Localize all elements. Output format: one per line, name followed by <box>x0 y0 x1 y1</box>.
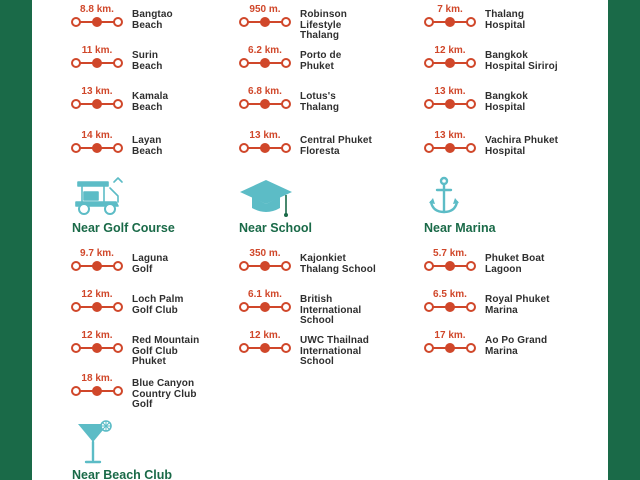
distance-label: 9.7 km. <box>80 248 114 259</box>
distance-ruler-icon <box>72 17 122 27</box>
distance-ruler-icon <box>240 302 290 312</box>
distance-ruler-icon <box>72 58 122 68</box>
distance-ruler-icon <box>240 343 290 353</box>
distance-ruler-icon <box>72 261 122 271</box>
list-item <box>425 130 595 170</box>
place-name: Kamala Beach <box>132 91 169 113</box>
school-heading: Near School <box>239 221 312 235</box>
marina-heading: Near Marina <box>424 221 496 235</box>
place-name: Laguna Golf <box>132 253 169 275</box>
distance-ruler-icon <box>425 302 475 312</box>
distance-ruler-icon <box>240 99 290 109</box>
list-item <box>425 86 595 126</box>
place-name: Red Mountain Golf Club Phuket <box>132 335 200 367</box>
place-name: Bangkok Hospital Siriroj <box>485 50 558 72</box>
anchor-icon <box>428 176 460 221</box>
list-item <box>425 4 595 44</box>
place-name: Loch Palm Golf Club <box>132 294 184 316</box>
list-item <box>72 330 242 370</box>
place-name: Layan Beach <box>132 135 163 157</box>
distance-label: 7 km. <box>437 4 463 15</box>
golf-cart-icon <box>72 176 128 221</box>
distance-label: 12 km. <box>81 289 113 300</box>
distance-ruler-icon <box>425 343 475 353</box>
list-item <box>72 45 242 85</box>
list-item <box>72 248 242 288</box>
distance-ruler-icon <box>425 261 475 271</box>
distance-label: 6.5 km. <box>433 289 467 300</box>
distance-ruler-icon <box>72 343 122 353</box>
distance-ruler-icon <box>425 58 475 68</box>
nearby-places-card <box>32 0 608 480</box>
distance-ruler-icon <box>72 99 122 109</box>
distance-label: 6.2 km. <box>248 45 282 56</box>
distance-label: 11 km. <box>81 45 113 56</box>
list-item <box>425 289 595 329</box>
golf-heading: Near Golf Course <box>72 221 175 235</box>
distance-ruler-icon <box>72 386 122 396</box>
list-item <box>240 289 410 329</box>
place-name: Porto de Phuket <box>300 50 342 72</box>
distance-label: 6.1 km. <box>248 289 282 300</box>
distance-ruler-icon <box>240 58 290 68</box>
distance-label: 14 km. <box>81 130 113 141</box>
list-item <box>72 373 242 413</box>
distance-label: 6.8 km. <box>248 86 282 97</box>
distance-label: 950 m. <box>249 4 281 15</box>
place-name: Surin Beach <box>132 50 163 72</box>
list-item <box>72 130 242 170</box>
place-name: Blue Canyon Country Club Golf <box>132 378 197 410</box>
list-item <box>72 4 242 44</box>
place-name: UWC Thailnad International School <box>300 335 369 367</box>
distance-label: 8.8 km. <box>80 4 114 15</box>
place-name: Ao Po Grand Marina <box>485 335 548 357</box>
place-name: Kajonkiet Thalang School <box>300 253 376 275</box>
distance-ruler-icon <box>72 143 122 153</box>
beach-club-heading: Near Beach Club <box>72 468 173 480</box>
distance-label: 13 km. <box>81 86 113 97</box>
distance-ruler-icon <box>240 261 290 271</box>
place-name: British International School <box>300 294 362 326</box>
place-name: Robinson Lifestyle Thalang <box>300 9 347 41</box>
list-item <box>240 86 410 126</box>
cocktail-icon <box>76 418 116 471</box>
list-item <box>72 289 242 329</box>
list-item <box>240 45 410 85</box>
distance-ruler-icon <box>425 143 475 153</box>
list-item <box>240 248 410 288</box>
place-name: Central Phuket Floresta <box>300 135 372 157</box>
place-name: Bangtao Beach <box>132 9 173 31</box>
place-name: Bangkok Hospital <box>485 91 528 113</box>
distance-label: 12 km. <box>434 45 466 56</box>
list-item <box>425 248 595 288</box>
list-item <box>425 330 595 370</box>
distance-label: 13 km. <box>249 130 281 141</box>
list-item <box>240 130 410 170</box>
distance-label: 17 km. <box>434 330 466 341</box>
distance-label: 13 km. <box>434 86 466 97</box>
list-item <box>72 86 242 126</box>
distance-ruler-icon <box>425 17 475 27</box>
graduation-cap-icon <box>238 176 294 225</box>
distance-label: 13 km. <box>434 130 466 141</box>
list-item <box>240 4 410 44</box>
distance-label: 5.7 km. <box>433 248 467 259</box>
distance-label: 12 km. <box>249 330 281 341</box>
place-name: Thalang Hospital <box>485 9 526 31</box>
list-item <box>425 45 595 85</box>
distance-label: 18 km. <box>81 373 113 384</box>
distance-ruler-icon <box>72 302 122 312</box>
distance-label: 12 km. <box>81 330 113 341</box>
place-name: Royal Phuket Marina <box>485 294 550 316</box>
place-name: Vachira Phuket Hospital <box>485 135 559 157</box>
list-item <box>240 330 410 370</box>
distance-label: 350 m. <box>249 248 281 259</box>
place-name: Lotus's Thalang <box>300 91 340 113</box>
distance-ruler-icon <box>240 17 290 27</box>
distance-ruler-icon <box>240 143 290 153</box>
distance-ruler-icon <box>425 99 475 109</box>
place-name: Phuket Boat Lagoon <box>485 253 545 275</box>
